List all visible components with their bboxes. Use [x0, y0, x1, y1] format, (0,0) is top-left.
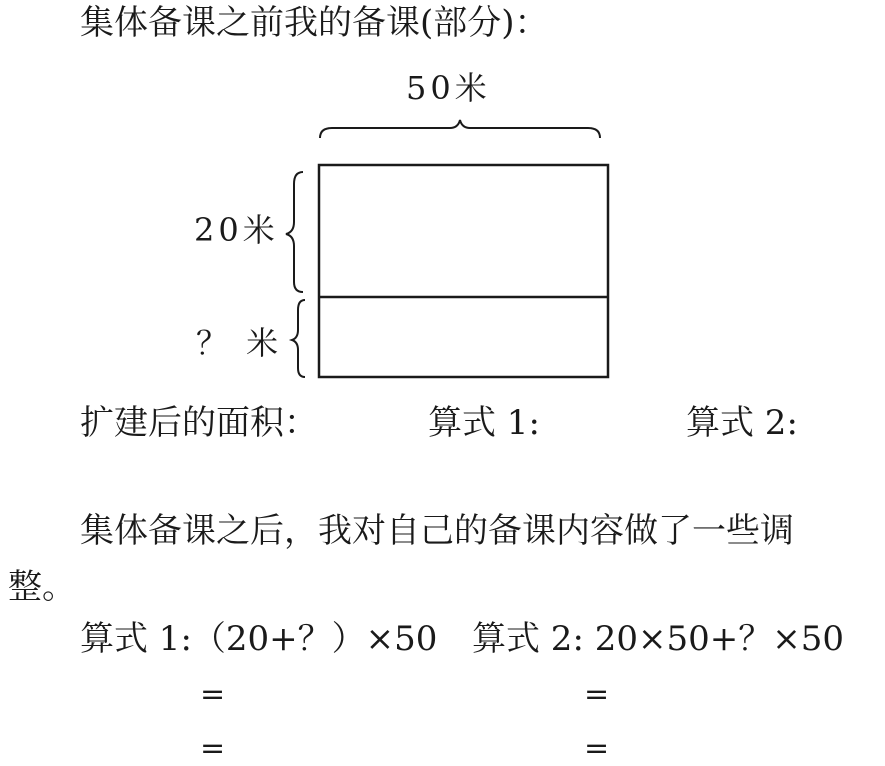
- formula-1-equals-2: =: [200, 731, 226, 766]
- formula-1-label: 算式 1:: [428, 403, 540, 443]
- formula-2-after: 算式 2: 20×50+？×50: [472, 619, 844, 659]
- bottom-height-label: ？ 米: [196, 324, 283, 362]
- formula-2-equals-1: =: [584, 677, 610, 712]
- formula-1-after: 算式 1:（20+？）×50: [80, 619, 438, 659]
- formula-2-equals-2: =: [584, 731, 610, 766]
- top-height-label: 20米: [194, 211, 279, 249]
- field-rectangle: [319, 165, 608, 377]
- width-brace: [320, 120, 600, 138]
- bottom-height-brace: [292, 300, 305, 377]
- width-label: 50米: [406, 69, 491, 107]
- paragraph-after-line-2: 整。: [8, 567, 76, 607]
- formula-1-equals-1: =: [200, 677, 226, 712]
- formula-2-label: 算式 2:: [686, 403, 798, 443]
- top-height-brace: [286, 172, 303, 292]
- expanded-area-label: 扩建后的面积：: [80, 403, 318, 443]
- heading-before-collective-prep: 集体备课之前我的备课(部分)：: [80, 3, 549, 43]
- paragraph-after-line-1: 集体备课之后，我对自己的备课内容做了一些调: [80, 511, 794, 551]
